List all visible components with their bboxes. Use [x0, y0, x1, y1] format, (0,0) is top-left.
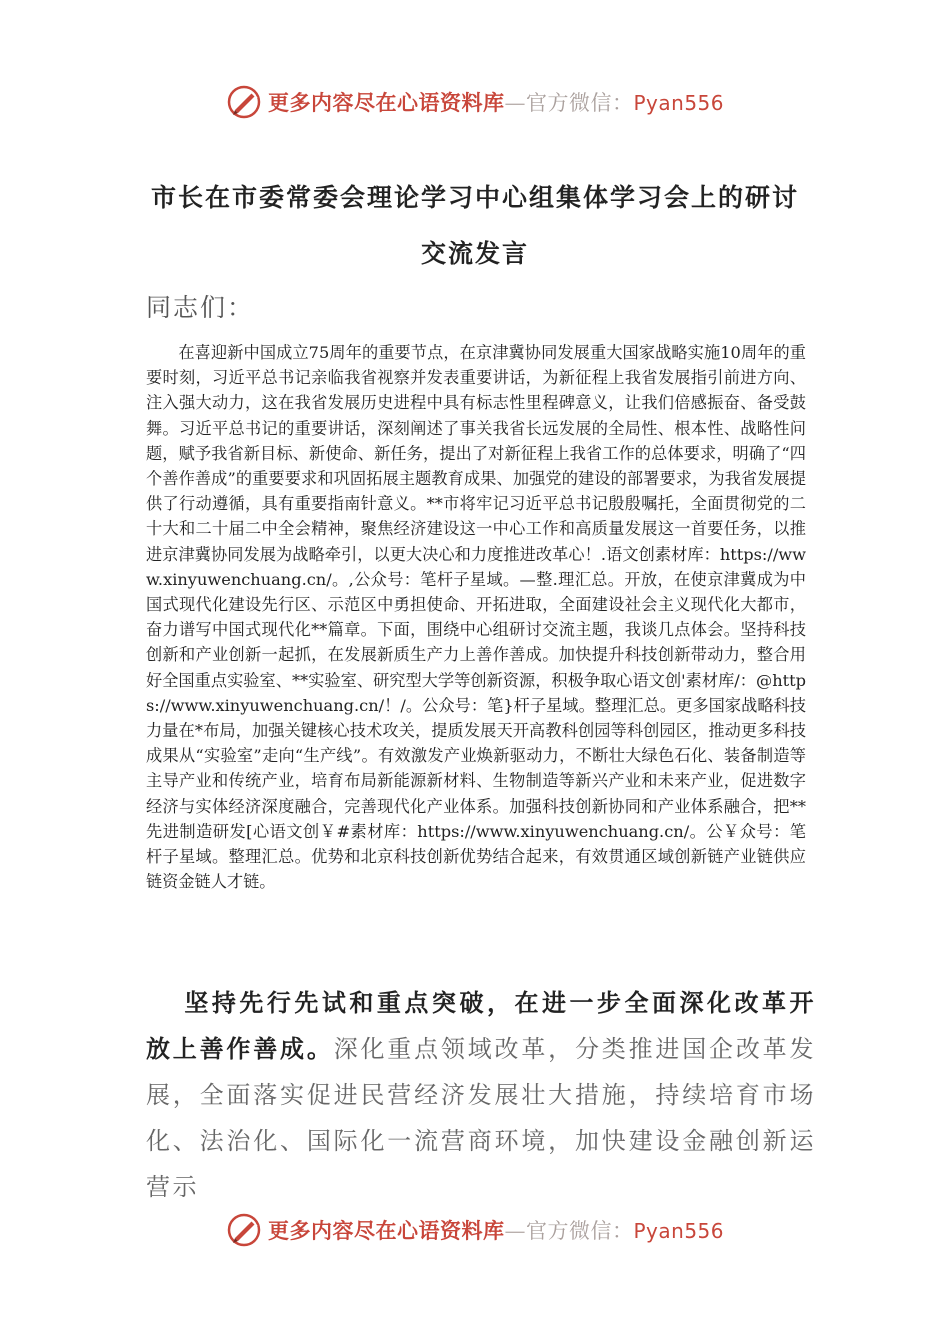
banner-text: [268, 1215, 724, 1245]
banner-brand: 更多内容尽在心语资料库: [267, 90, 505, 115]
banner-separator: —: [504, 91, 526, 115]
banner-wechat-id: Pyan556: [633, 91, 724, 115]
header-banner: [0, 82, 950, 122]
document-title: 市长在市委常委会理论学习中心组集体学习会上的研讨交流发言: [150, 183, 799, 268]
banner-official-label: 官方微信：: [525, 1219, 634, 1243]
banner-wechat-id: Pyan556: [633, 1219, 724, 1243]
banner-separator: —: [504, 1219, 526, 1243]
banner-official-label: 官方微信：: [525, 91, 634, 115]
second-paragraph-rest: 深化重点领域改革，分类推进国企改革发展，全面落实促进民营经济发展壮大措施，持续培育市场化、法治化、国际化一流营商环境，加快建设金融创新运营示: [146, 1035, 816, 1201]
greeting: 同志们：: [146, 293, 255, 322]
pen-logo-icon: [226, 1212, 262, 1248]
pen-logo-icon: [226, 84, 262, 120]
second-paragraph: [146, 980, 816, 1210]
body-paragraph: 在喜迎新中国成立75周年的重要节点，在京津冀协同发展重大国家战略实施10周年的重要时刻，习近平总书记亲临我省视察并发表重要讲话，为新征程上我省发展指引前进方向、注入强大动力，这在我省发展历史进程中具有标志性里程碑意义，让我们倍感振奋、备受鼓舞。习近平总书记的重要讲话，深刻阐述了事关我省长远发展的全局性、根本性、战略性问题，赋予我省新目标、新使命、新任务，提出了对新征程上我省工作的总体要求，明确了“四个善作善成”的重要要求和巩固拓展主题教育成果、加强党的建设的部署要求，为我省发展提供了行动遵循，具有重要指南针意义。**市将牢记习近平总书记殷殷嘱托，全面贯彻党的二十大和二十届二中全会精神，聚焦经济建设这一中心工作和高质量发展这一首要任务，以推进京津冀协同发展为战略牵引，以更大决心和力度推进改革心！.语文创素材库：https://www.xinyuwenchuang.cn/。,公众号：笔杆子星域。—整.理汇总。开放，在使京津冀成为中国式现代化建设先行区、示范区中勇担使命、开拓进取，全面建设社会主义现代化大都市，奋力谱写中国式现代化**篇章。下面，围绕中心组研讨交流主题，我谈几点体会。坚持科技创新和产业创新一起抓，在发展新质生产力上善作善成。加快提升科技创新带动力，整合用好全国重点实验室、**实验室、研究型大学等创新资源，积极争取心语文创'素材库/：@https://www.xinyuwenchuang.cn/！/。公众号：笔}杆子星域。整理汇总。更多国家战略科技力量在*布局，加强关键核心技术攻关，提质发展天开高教科创园等科创园区，推动更多科技成果从“实验室”走向“生产线”。有效激发产业焕新驱动力，不断壮大绿色石化、装备制造等主导产业和传统产业，培育布局新能源新材料、生物制造等新兴产业和未来产业，促进数字经济与实体经济深度融合，完善现代化产业体系。加强科技创新协同和产业体系融合，把**先进制造研发[心语文创￥#素材库：https://www.xinyuwenchuang.cn/。公￥众号：笔杆子星域。整理汇总。优势和北京科技创新优势结合起来，有效贯通区域创新链产业链供应链资金链人才链。: [146, 343, 806, 892]
footer-banner: [0, 1210, 950, 1250]
banner-text: [268, 87, 724, 117]
second-paragraph-lead: 坚持先行先试和重点突破，在进一步全面深化改革开放上善作善成。: [146, 988, 816, 1063]
banner-brand: 更多内容尽在心语资料库: [267, 1218, 505, 1243]
